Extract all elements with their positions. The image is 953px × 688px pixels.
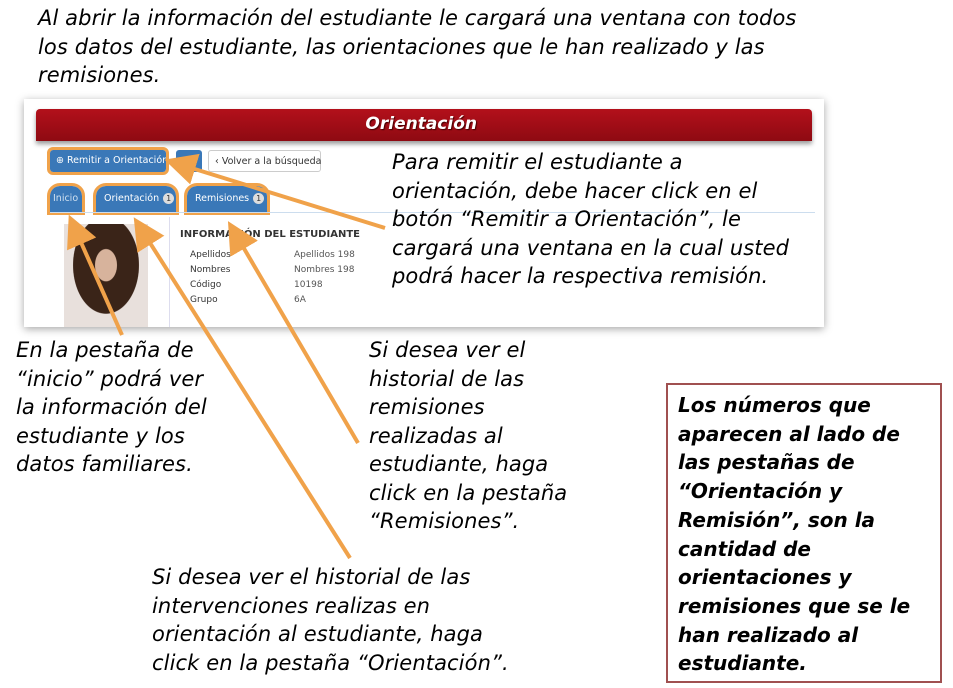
remisiones-annotation: Si desea ver el historial de las remisiones realizadas al estudiante, haga click en la pestaña “Remisiones”. (369, 338, 568, 533)
field-label-apellidos: Apellidos (190, 250, 231, 260)
field-label-codigo: Código (190, 280, 222, 290)
remitir-orientacion-button[interactable]: ⊕ Remitir a Orientación (50, 150, 166, 172)
window-title: Orientación (365, 114, 477, 134)
remitir-annotation: Para remitir el estudiante a orientación, debe hacer click en el botón “Remitir a Orientación”, le cargará una ventana en la cual usted podrá hacer la respectiva remisión. (392, 150, 790, 288)
tab-orientacion-count: 1 (163, 193, 174, 204)
tab-orientacion-label: Orientación (104, 193, 160, 204)
field-label-grupo: Grupo (190, 295, 218, 305)
tab-remisiones-count: 1 (253, 193, 264, 204)
field-value-apellidos: Apellidos 198 (294, 250, 355, 260)
inicio-annotation: En la pestaña de “inicio” podrá ver la información del estudiante y los datos familiares. (16, 338, 207, 476)
orientacion-annotation: Si desea ver el historial de las intervenciones realizas en orientación al estudiante, haga click en la pestaña “Orientación”. (152, 565, 509, 675)
field-value-nombres: Nombres 198 (294, 265, 355, 275)
field-value-grupo: 6A (294, 295, 306, 305)
field-label-nombres: Nombres (190, 265, 231, 275)
arrow-to-inicio-tab (72, 222, 122, 335)
back-to-search-button[interactable]: ‹ Volver a la búsqueda (208, 150, 321, 172)
tab-counts-explanation-box: Los números que aparecen al lado de las pestañas de “Orientación y Remisión”, son la cantidad de orientaciones y remisiones que se le han realizado al estudiante. (666, 383, 942, 683)
field-value-codigo: 10198 (294, 280, 323, 290)
help-button[interactable]: ? (176, 150, 202, 172)
student-info-title: INFORMACIÓN DEL ESTUDIANTE (180, 229, 360, 240)
arrow-to-remitir-button (172, 162, 385, 228)
intro-text: Al abrir la información del estudiante le cargará una ventana con todos los datos del estudiante, las orientaciones que le han realizado y las remisiones. (38, 6, 797, 87)
tab-remisiones-label: Remisiones (195, 193, 250, 204)
tab-inicio-label: Inicio (53, 193, 79, 204)
